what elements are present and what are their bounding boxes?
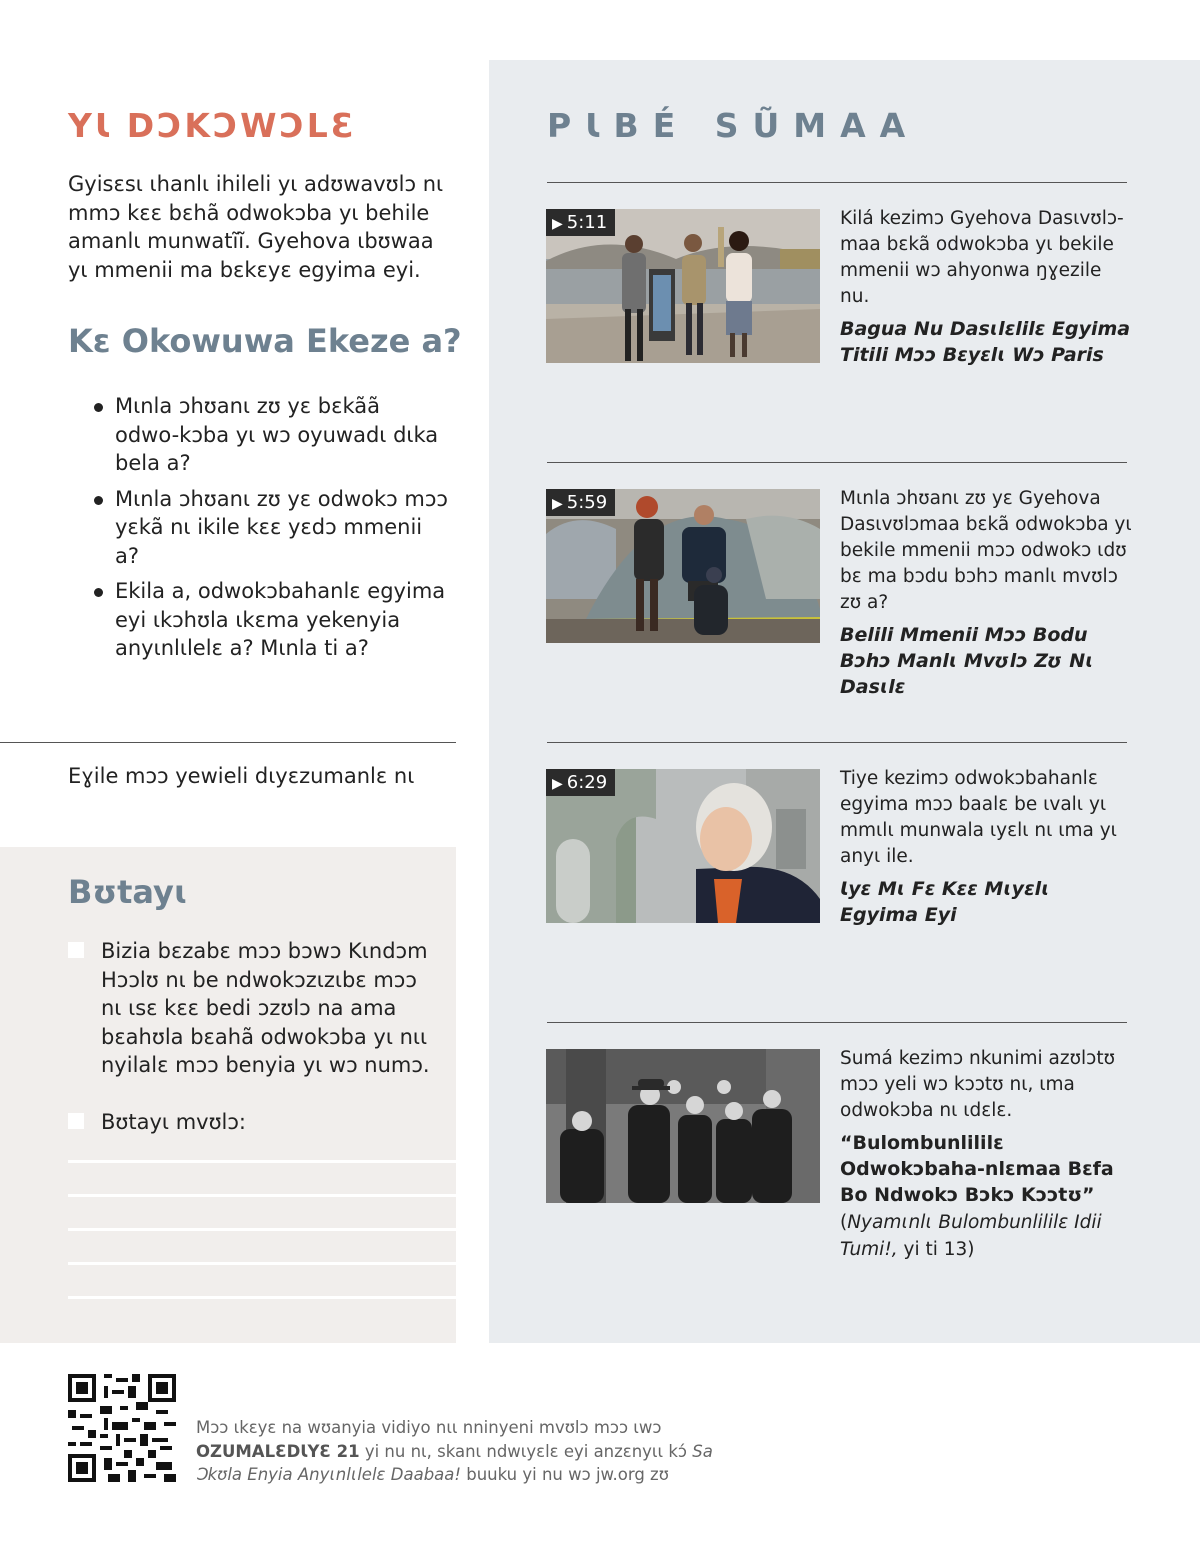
- question-item: Mɩnla ɔhʊanɩ zʊ yɛ bɛkãã odwo-kɔba yɩ wɔ oyuwadɩ dɩka bela a?: [90, 392, 450, 478]
- video-info: [840, 206, 1132, 368]
- watch-title: PƖBÉ SŨMAA: [547, 106, 920, 145]
- writing-line[interactable]: [68, 1160, 456, 1163]
- video-divider: [547, 182, 1127, 183]
- video-divider: [547, 462, 1127, 463]
- questions-list: [90, 392, 450, 670]
- article-source: (Nyamɩnlɩ Bulombunlililɛ Idii Tumi!, yi ti 13): [840, 1212, 1102, 1260]
- questions-heading: Kɛ Okowuwa Ekeze a?: [68, 322, 462, 360]
- video-divider: [547, 742, 1127, 743]
- task-text: Bʊtayɩ mvʊlɔ:: [101, 1110, 246, 1134]
- video-title[interactable]: Bagua Nu Dasɩlɛlilɛ Egyima Titili Mɔɔ Bɛyɛlɩ Wɔ Paris: [840, 318, 1131, 366]
- writing-line[interactable]: [68, 1296, 456, 1299]
- video-description: Kilá kezimɔ Gyehova Dasɩvʊlɔ-maa bɛkã odwokɔba yɩ bekile mmenii wɔ ahyonwa ŋɣezile nu.: [840, 208, 1124, 307]
- qr-code-icon[interactable]: [68, 1374, 176, 1482]
- play-icon: ▶: [552, 496, 563, 512]
- question-item: Mɩnla ɔhʊanɩ zʊ yɛ odwokɔ mɔɔ yɛkã nɩ ikile kɛɛ yɛdɔ mmenii a?: [90, 485, 450, 571]
- video-title[interactable]: Ɩyɛ Mɩ Fɛ Kɛɛ Mɩyɛlɩ Egyima Eyi: [840, 878, 1050, 926]
- video-thumbnail[interactable]: [546, 769, 820, 923]
- article-info: [840, 1046, 1132, 1263]
- video-description: Mɩnla ɔhʊanɩ zʊ yɛ Gyehova Dasɩvʊlɔmaa bɛkã odwokɔba yɩ bekile mmenii mɔɔ odwokɔ ɩdʊ bɛ ma bɔdu bɔhɔ manlɩ mvʊlɔ zʊ a?: [840, 488, 1132, 613]
- section-divider: [0, 742, 456, 743]
- play-icon: ▶: [552, 776, 563, 792]
- video-thumbnail[interactable]: [546, 489, 820, 643]
- closing-line: Eɣile mɔɔ yewieli dɩyɛzumanlɛ nɩ: [68, 764, 415, 788]
- article-description: Sumá kezimɔ nkunimi azʊlɔtʊ mɔɔ yeli wɔ kɔɔtʊ nɩ, ɩma odwokɔba nɩ ɩdɛlɛ.: [840, 1048, 1116, 1121]
- video-info: [840, 766, 1132, 928]
- video-description: Tiye kezimɔ odwokɔbahanlɛ egyima mɔɔ baalɛ be ɩvalɩ yɩ mmɩlɩ munwala ɩyɛlɩ nɩ ɩma yɩ anyɩ ile.: [840, 768, 1117, 867]
- review-title: YƖ DƆKƆWƆLƐ: [68, 106, 357, 145]
- video-duration: ▶ 5:59: [546, 489, 615, 516]
- video-thumbnail[interactable]: [546, 209, 820, 363]
- watch-panel: [489, 60, 1200, 1343]
- task-panel: [0, 847, 456, 1343]
- article-title[interactable]: “Bulombunlililɛ Odwokɔbaha-nlɛmaa Bɛfa Bo Ndwokɔ Bɔkɔ Kɔɔtʊ” (Nyamɩnlɩ Bulombunlililɛ Idii Tumi!, yi ti 13): [840, 1132, 1114, 1260]
- video-duration: ▶ 6:29: [546, 769, 615, 796]
- checkbox[interactable]: [68, 942, 84, 958]
- footer-note: Mɔɔ ɩkɛyɛ na wʊanyia vidiyo nɩɩ nninyeni mvʊlɔ mɔɔ ɩwɔ OZUMALƐDƖYƐ 21 yi nu nɩ, skanɩ ndwɩyɛlɛ eyi anzɛnyɩɩ kɔ́ Sa Ɔkʊla Enyia Anyɩnlɩlelɛ Daabaa! buuku yi nu wɔ jw.org zʊ: [196, 1418, 713, 1484]
- writing-line[interactable]: [68, 1228, 456, 1231]
- task-title: Bʊtayɩ: [68, 873, 188, 911]
- video-title[interactable]: Belili Mmenii Mɔɔ Bodu Bɔhɔ Manlɩ Mvʊlɔ Zʊ Nɩ Dasɩlɛ: [840, 624, 1094, 698]
- checkbox[interactable]: [68, 1113, 84, 1129]
- intro-paragraph: Gyisɛsɩ ɩhanlɩ ihileli yɩ adʊwavʊlɔ nɩ mmɔ kɛɛ bɛhã odwokɔba yɩ behile amanlɩ munwatĩĩ. Gyehova ɩbʊwaa yɩ mmenii ma bɛkɛyɛ egyima eyi.: [68, 172, 444, 282]
- question-item: Ekila a, odwokɔbahanlɛ egyima eyi ɩkɔhʊla ɩkɛma yekenyia anyɩnlɩlelɛ a? Mɩnla ti a?: [90, 577, 450, 663]
- writing-line[interactable]: [68, 1262, 456, 1265]
- play-icon: ▶: [552, 216, 563, 232]
- historic-group-photo-image: [546, 1049, 820, 1203]
- article-thumbnail[interactable]: [546, 1049, 820, 1203]
- video-info: [840, 486, 1132, 700]
- video-divider: [547, 1022, 1127, 1023]
- writing-line[interactable]: [68, 1194, 456, 1197]
- video-duration: ▶ 5:11: [546, 209, 615, 236]
- task-text: Bizia bɛzabɛ mɔɔ bɔwɔ Kɩndɔm Hɔɔlʊ nɩ be ndwokɔzɩzɩbɛ mɔɔ nɩ ɩsɛ kɛɛ bedi ɔzʊlɔ na ama bɛahʊla bɛahã odwokɔba yɩ nɩɩ nyilalɛ mɔɔ benyia yɩ wɔ numɔ.: [101, 939, 430, 1077]
